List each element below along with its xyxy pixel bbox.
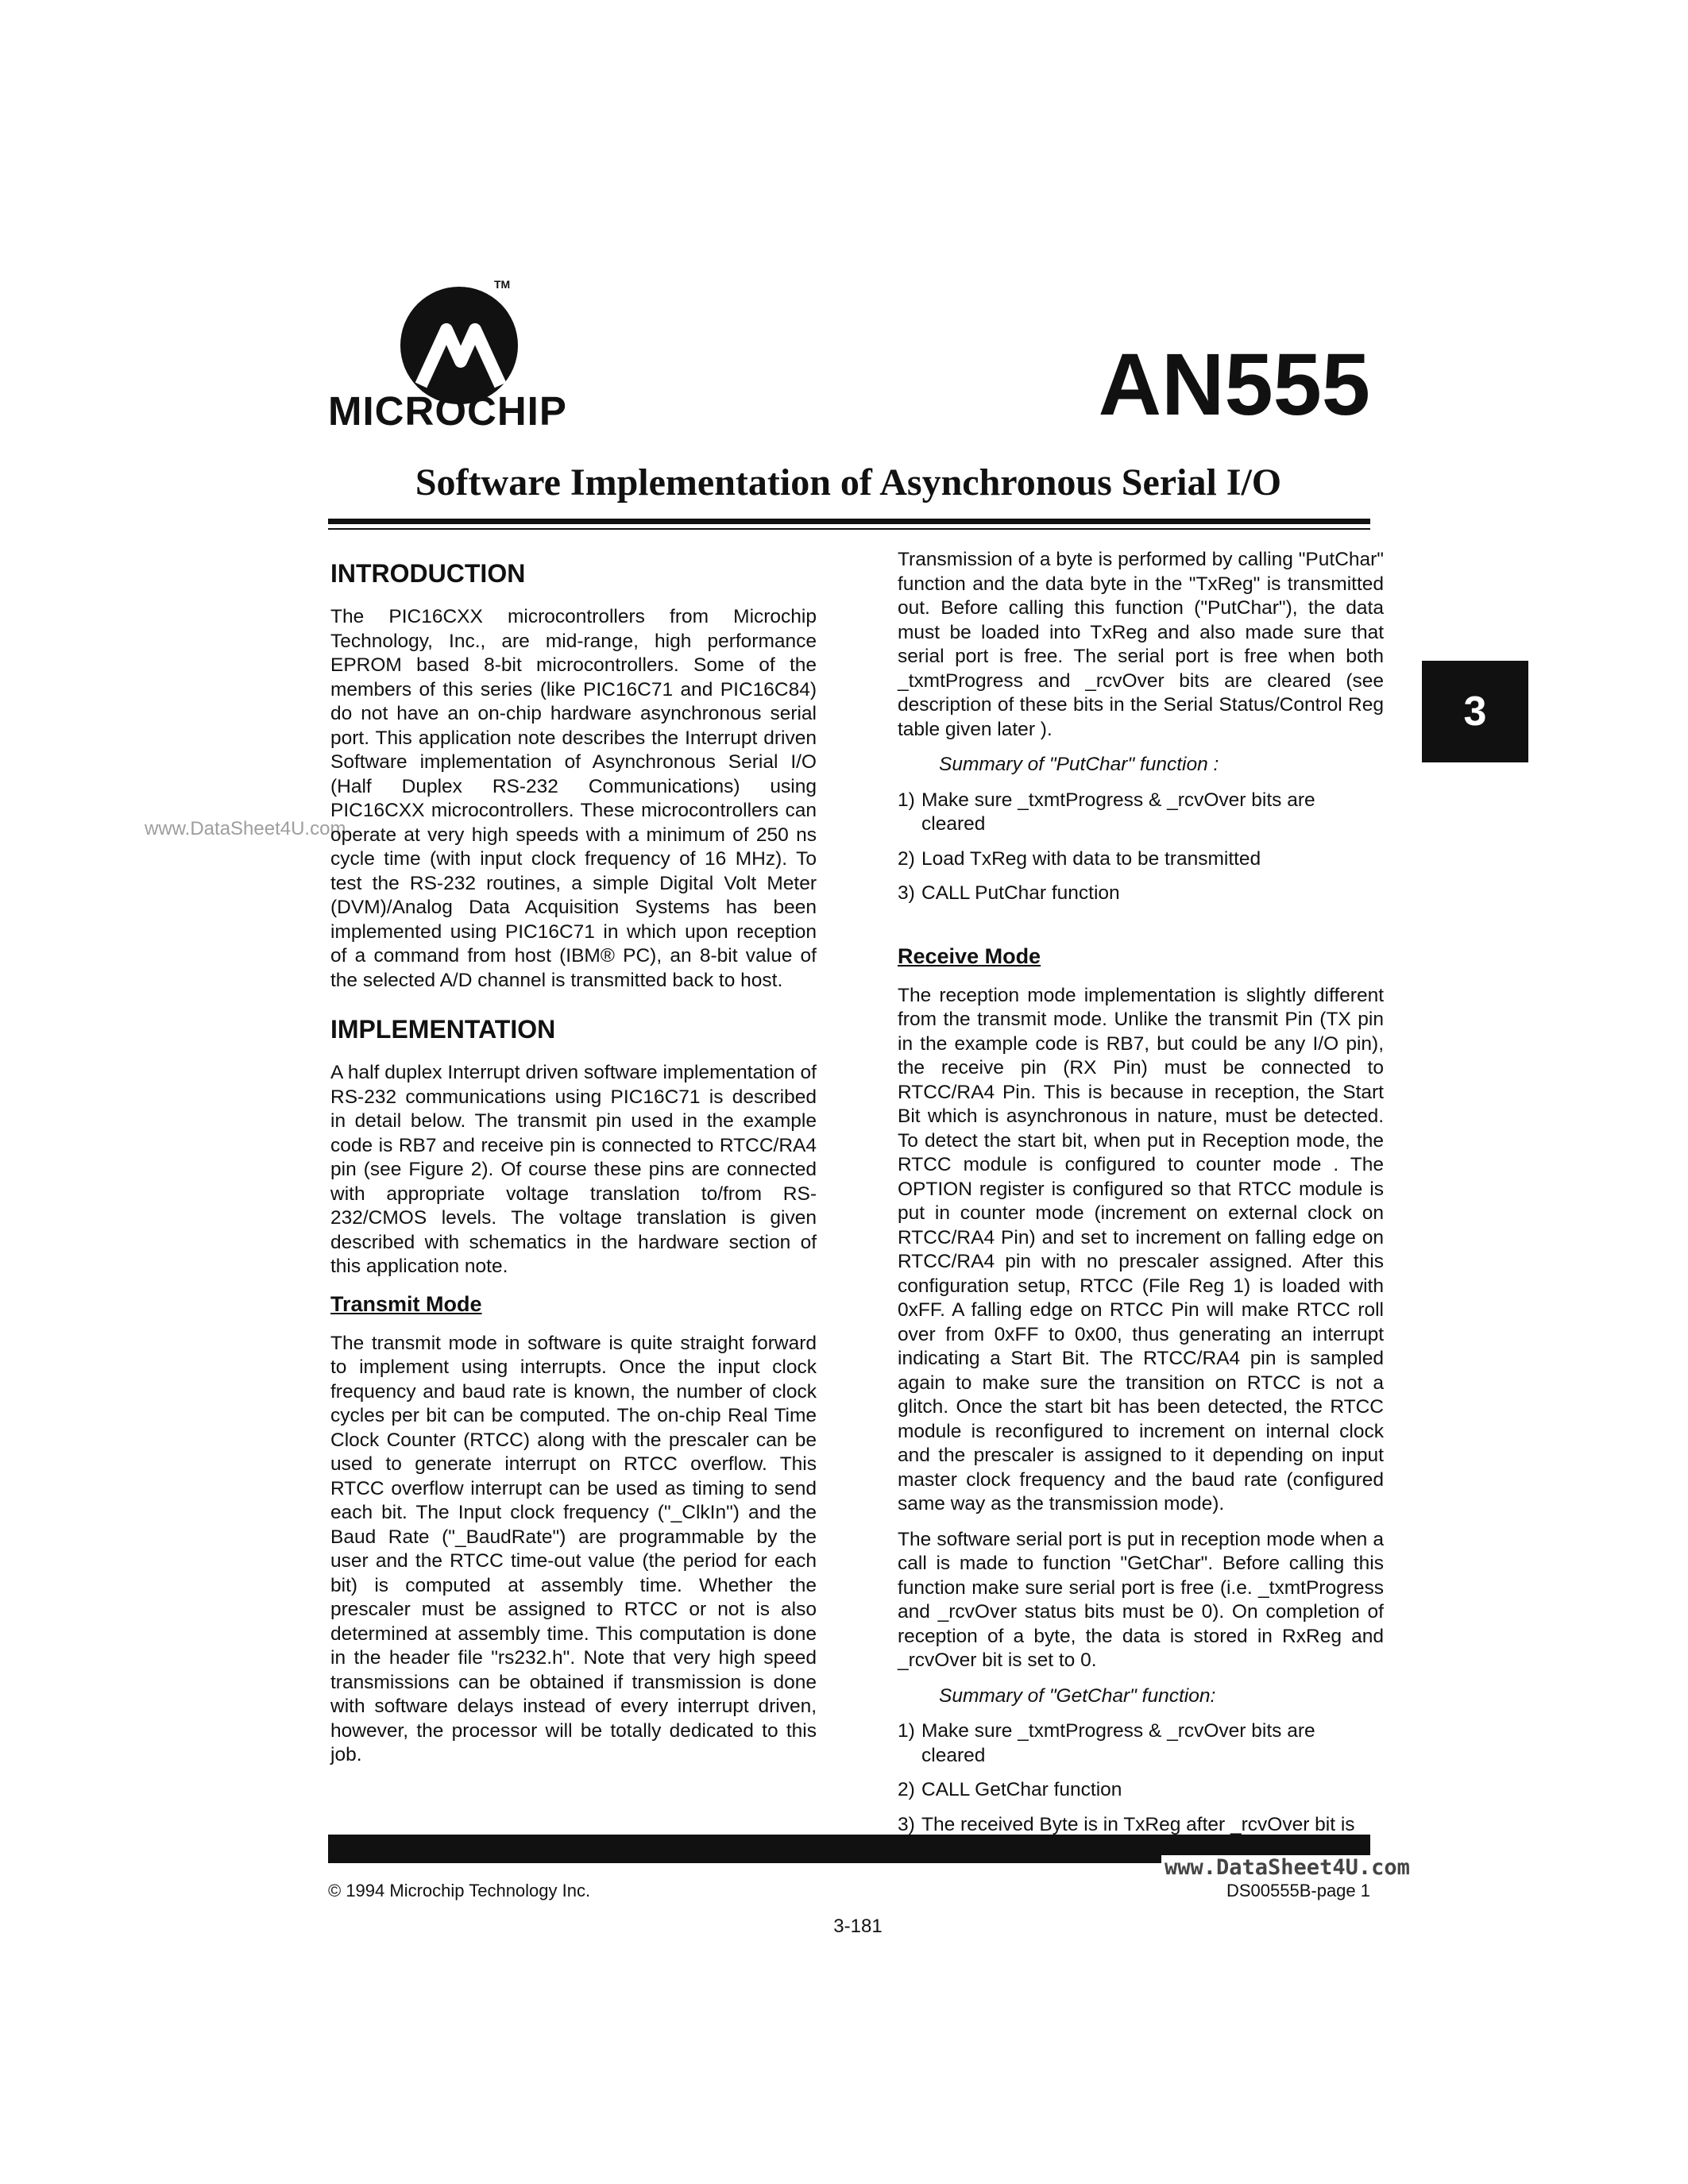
transmit-mode-text: The transmit mode in software is quite straight forward to implement using interrupts. Once the input clock frequency and baud rate is known, the number of clock cycles per bit can be computed. The on-chip Real Time Clock Counter (RTCC) along with the prescaler can be used to generate interrupt on RTCC overflow. This RTCC overflow interrupt can be used as timing to send each bit. The Input clock frequency ("_ClkIn") and the Baud Rate ("_BaudRate") are programmable by the user and the RTCC time-out value (the period for each bit) is computed at assembly time. Whether the prescaler must be assigned to RTCC or not is also determined at assembly time. This computation is done in the header file "rs232.h". Note that very high speed transmissions can be obtained if transmission is done with software delays instead of every interrupt driven, however, the processor will be totally dedicated to this job.	[330, 1332, 817, 1765]
getchar-summary: Summary of "GetChar" function:	[939, 1684, 1216, 1707]
implementation-heading: IMPLEMENTATION	[330, 1015, 556, 1044]
step-text: Make sure _txmtProgress & _rcvOver bits are cleared	[921, 789, 1315, 835]
receive-mode-text-1: The reception mode implementation is slightly different from the transmit mode. Unlike the transmit Pin (TX pin in the example code is RB7, but could be any I/O pin), the receive pin (RX Pin) must be connected to RTCC/RA4 Pin. This is because in reception, the Start Bit which is asynchronous in nature, must be detected. To detect the start bit, when put in Reception mode, the RTCC module is configured to counter mode . The OPTION register is configured so that RTCC module is put in counter mode (increment on external clock on RTCC/RA4 Pin) and set to increment on falling edge on RTCC/RA4 pin with no prescaler assigned. After this configuration setup, RTCC (File Reg 1) is loaded with 0xFF. A falling edge on RTCC Pin will make RTCC roll over from 0xFF to 0x00, thus generating an interrupt indicating a Start Bit. The RTCC/RA4 pin is sampled again to make sure the transition on RTCC is not a glitch. Once the start bit has been detected, the RTCC module is reconfigured to increment on internal clock and the prescaler is assigned to it depending on input master clock frequency and the baud rate (configured same way as the transmission mode).	[898, 984, 1384, 1515]
step-text: Load TxReg with data to be transmitted	[921, 847, 1261, 870]
footer-copyright: © 1994 Microchip Technology Inc.	[328, 1881, 591, 1900]
list-item	[898, 1778, 1384, 1803]
introduction-text: The PIC16CXX microcontrollers from Microchip Technology, Inc., are mid-range, high performance EPROM based 8-bit microcontrollers. Some of the members of this series (like PIC16C71 and PIC16C84) do not have an on-chip hardware asynchronous serial port. This application note describes the Interrupt driven Software implementation of Asynchronous Serial I/O (Half Duplex RS-232 Communications) using PIC16CXX microcontrollers. These microcontrollers can operate at very high speeds with a minimum of 250 ns cycle time (with input clock frequency of 16 MHz). To test the RS-232 routines, a simple Digital Volt Meter (DVM)/Analog Data Acquisition Systems has been implemented using PIC16C71 in which upon reception of a command from host (IBM® PC), an 8-bit value of the selected A/D channel is transmitted back to host.	[330, 606, 817, 991]
step-text: CALL GetChar function	[921, 1779, 1122, 1800]
step-number: 1)	[898, 1720, 915, 1742]
step-text: CALL PutChar function	[921, 882, 1120, 904]
putchar-text: Transmission of a byte is performed by calling "PutChar" function and the data byte in the "TxReg" is transmitted out. Before calling this function ("PutChar"), the data must be loaded into TxReg and also made sure that serial port is free. The serial port is free when both _txmtProgress and _rcvOver bits are cleared (see description of these bits in the Serial Status/Control Reg table given later ).	[898, 549, 1384, 740]
introduction-heading: INTRODUCTION	[330, 559, 526, 588]
brand-name: MICROCHIP	[328, 388, 567, 434]
watermark-right: www.DataSheet4U.com	[1161, 1855, 1413, 1880]
step-text: The received Byte is in TxReg after _rcvOver bit is	[921, 1813, 1355, 1835]
title-divider-thick	[328, 519, 1370, 524]
document-number: AN555	[1098, 336, 1370, 434]
step-number: 1)	[898, 789, 915, 811]
receive-mode-text-2: The software serial port is put in reception mode when a call is made to function "GetChar". Before calling this function make sure serial port is free (i.e. _txmtProgress and _rcvOver status bits must be 0). On completion of reception of a byte, the data is stored in RxReg and _rcvOver bit is set to 0.	[898, 1528, 1384, 1671]
implementation-text: A half duplex Interrupt driven software implementation of RS-232 communications using PIC16C71 is described in detail below. The transmit pin used in the example code is RB7 and receive pin is connected to RTCC/RA4 pin (see Figure 2). Of course these pins are connected with appropriate voltage translation to/from RS-232/CMOS levels. The voltage translation is given described with schematics in the hardware section of this application note.	[330, 1062, 817, 1277]
document-title: Software Implementation of Asynchronous Serial I/O	[415, 461, 1282, 504]
step-text: Make sure _txmtProgress & _rcvOver bits are cleared	[921, 1720, 1315, 1766]
right-column	[898, 548, 1384, 1872]
page-number: 3-181	[833, 1916, 883, 1937]
receive-mode-heading: Receive Mode	[898, 943, 1041, 968]
step-number: 2)	[898, 1779, 915, 1800]
watermark-left: www.DataSheet4U.com	[145, 818, 346, 839]
step-number: 2)	[898, 847, 915, 870]
trademark-mark: TM	[494, 278, 511, 291]
title-divider-thin	[328, 528, 1370, 530]
footer-document-id: DS00555B-page 1	[1226, 1881, 1370, 1900]
step-number: 3)	[898, 1813, 915, 1835]
section-tab: 3	[1422, 661, 1528, 762]
transmit-mode-heading: Transmit Mode	[330, 1291, 482, 1316]
putchar-summary: Summary of "PutChar" function :	[939, 754, 1219, 775]
list-item	[898, 1719, 1384, 1768]
left-column	[330, 548, 817, 1779]
list-item	[898, 847, 1384, 872]
list-item	[898, 789, 1384, 837]
step-number: 3)	[898, 882, 915, 904]
list-item	[898, 882, 1384, 906]
